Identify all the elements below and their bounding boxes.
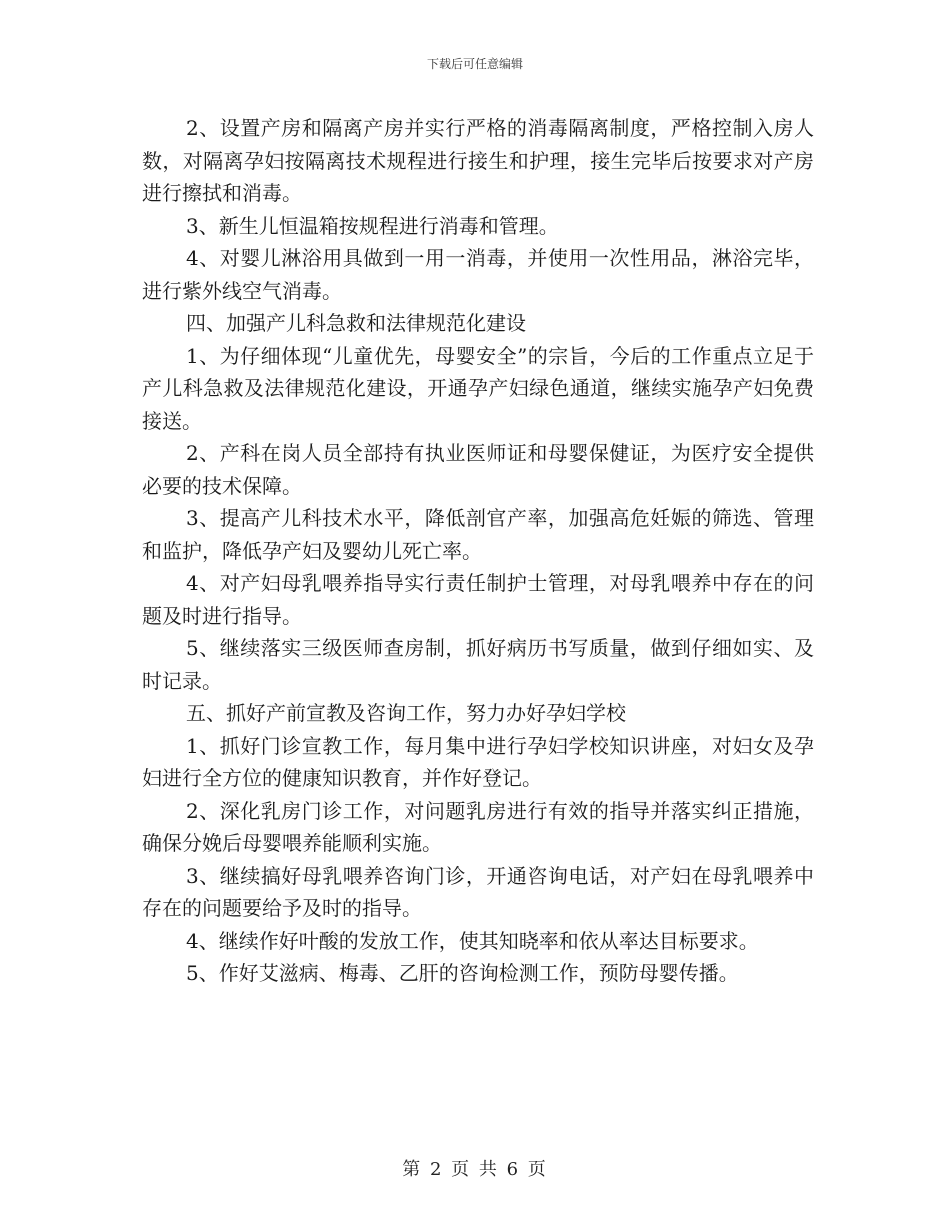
paragraph-item: 4、对产妇母乳喂养指导实行责任制护士管理，对母乳喂养中存在的问题及时进行指导。 xyxy=(142,571,814,628)
paragraph-item: 2、产科在岗人员全部持有执业医师证和母婴保健证，为医疗安全提供必要的技术保障。 xyxy=(142,441,814,498)
page-header-note: 下载后可任意编辑 xyxy=(426,57,523,71)
paragraph-item: 3、继续搞好母乳喂养咨询门诊，开通咨询电话，对产妇在母乳喂养中存在的问题要给予及时的指导。 xyxy=(142,863,814,920)
paragraph-item: 1、为仔细体现“儿童优先，母婴安全”的宗旨，今后的工作重点立足于产儿科急救及法律规范化建设，开通孕产妇绿色通道，继续实施孕产妇免费接送。 xyxy=(142,343,814,433)
document-body xyxy=(142,112,814,990)
paragraph-item: 3、提高产儿科技术水平，降低剖官产率，加强高危妊娠的筛选、管理和监护，降低孕产妇及婴幼儿死亡率。 xyxy=(142,506,814,563)
paragraph-item: 3、新生儿恒温箱按规程进行消毒和管理。 xyxy=(186,213,559,238)
page-number-footer: 第 2 页 共 6 页 xyxy=(402,1159,548,1180)
paragraph-item: 4、对婴儿淋浴用具做到一用一消毒，并使用一次性用品，淋浴完毕，进行紫外线空气消毒。 xyxy=(142,246,814,303)
paragraph-item: 5、继续落实三级医师查房制，抓好病历书写质量，做到仔细如实、及时记录。 xyxy=(142,636,814,693)
paragraph-item: 2、深化乳房门诊工作，对问题乳房进行有效的指导并落实纠正措施，确保分娩后母婴喂养能顺利实施。 xyxy=(142,798,814,855)
paragraph-item: 2、设置产房和隔离产房并实行严格的消毒隔离制度，严格控制入房人数，对隔离孕妇按隔离技术规程进行接生和护理，接生完毕后按要求对产房进行擦拭和消毒。 xyxy=(142,116,814,205)
section-heading: 五、抓好产前宣教及咨询工作，努力办好孕妇学校 xyxy=(186,701,626,725)
paragraph-item: 1、抓好门诊宣教工作，每月集中进行孕妇学校知识讲座，对妇女及孕妇进行全方位的健康知识教育，并作好登记。 xyxy=(142,733,814,790)
paragraph-item: 4、继续作好叶酸的发放工作，使其知晓率和依从率达目标要求。 xyxy=(186,928,759,953)
paragraph-item: 5、作好艾滋病、梅毒、乙肝的咨询检测工作，预防母婴传播。 xyxy=(186,961,739,985)
section-heading: 四、加强产儿科急救和法律规范化建设 xyxy=(186,311,526,335)
